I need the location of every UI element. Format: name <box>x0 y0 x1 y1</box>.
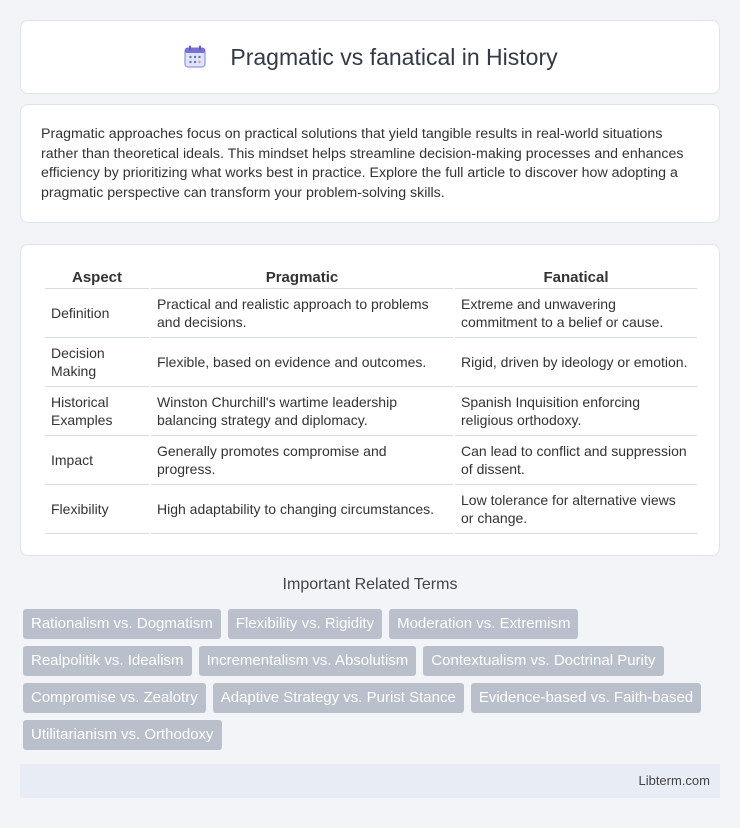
related-term-tag[interactable]: Utilitarianism vs. Orthodoxy <box>23 720 222 750</box>
related-term-tag[interactable]: Rationalism vs. Dogmatism <box>23 609 221 639</box>
related-term-tag[interactable]: Compromise vs. Zealotry <box>23 683 206 713</box>
related-term-tag[interactable]: Moderation vs. Extremism <box>389 609 578 639</box>
table-row <box>45 436 697 485</box>
fanatical-cell: Extreme and unwavering commitment to a belief or cause. <box>455 289 697 338</box>
footer <box>20 764 720 798</box>
related-term-tag[interactable]: Incrementalism vs. Absolutism <box>199 646 417 676</box>
table-row <box>45 387 697 436</box>
table-row <box>45 338 697 387</box>
pragmatic-cell: Generally promotes compromise and progress. <box>151 436 453 485</box>
aspect-cell: Impact <box>45 436 149 485</box>
fanatical-cell: Rigid, driven by ideology or emotion. <box>455 338 697 387</box>
footer-site-link[interactable]: Libterm.com <box>638 773 710 788</box>
comparison-table <box>43 265 699 534</box>
fanatical-cell: Low tolerance for alternative views or change. <box>455 485 697 534</box>
aspect-cell: Definition <box>45 289 149 338</box>
related-term-tag[interactable]: Contextualism vs. Doctrinal Purity <box>423 646 663 676</box>
column-header-pragmatic: Pragmatic <box>151 265 453 289</box>
related-term-tag[interactable]: Evidence-based vs. Faith-based <box>471 683 701 713</box>
page-title: Pragmatic vs fanatical in History <box>230 43 558 70</box>
aspect-cell: Historical Examples <box>45 387 149 436</box>
aspect-cell: Decision Making <box>45 338 149 387</box>
related-term-tag[interactable]: Flexibility vs. Rigidity <box>228 609 382 639</box>
intro-paragraph: Pragmatic approaches focus on practical solutions that yield tangible results in real-world situations rather than theoretical ideals. This mindset helps streamline decision-making processes and enhances efficiency by prioritizing what works best in practice. Explore the full article to discover how adopting a pragmatic perspective can transform your problem-solving skills. <box>41 126 684 201</box>
title-card <box>20 20 720 94</box>
table-row <box>45 289 697 338</box>
pragmatic-cell: Flexible, based on evidence and outcomes. <box>151 338 453 387</box>
intro-card <box>20 104 720 223</box>
fanatical-cell: Can lead to conflict and suppression of dissent. <box>455 436 697 485</box>
pragmatic-cell: Practical and realistic approach to problems and decisions. <box>151 289 453 338</box>
fanatical-cell: Spanish Inquisition enforcing religious orthodoxy. <box>455 387 697 436</box>
table-row <box>45 485 697 534</box>
related-term-tag[interactable]: Adaptive Strategy vs. Purist Stance <box>213 683 464 713</box>
table-header-row <box>45 265 697 289</box>
aspect-cell: Flexibility <box>45 485 149 534</box>
pragmatic-cell: Winston Churchill's wartime leadership balancing strategy and diplomacy. <box>151 387 453 436</box>
related-term-tag[interactable]: Realpolitik vs. Idealism <box>23 646 192 676</box>
pragmatic-cell: High adaptability to changing circumstances. <box>151 485 453 534</box>
column-header-fanatical: Fanatical <box>455 265 697 289</box>
calendar-icon <box>182 44 208 70</box>
related-terms-list <box>23 609 723 750</box>
comparison-card <box>20 244 720 556</box>
column-header-aspect: Aspect <box>45 265 149 289</box>
related-terms-heading: Important Related Terms <box>282 576 458 593</box>
